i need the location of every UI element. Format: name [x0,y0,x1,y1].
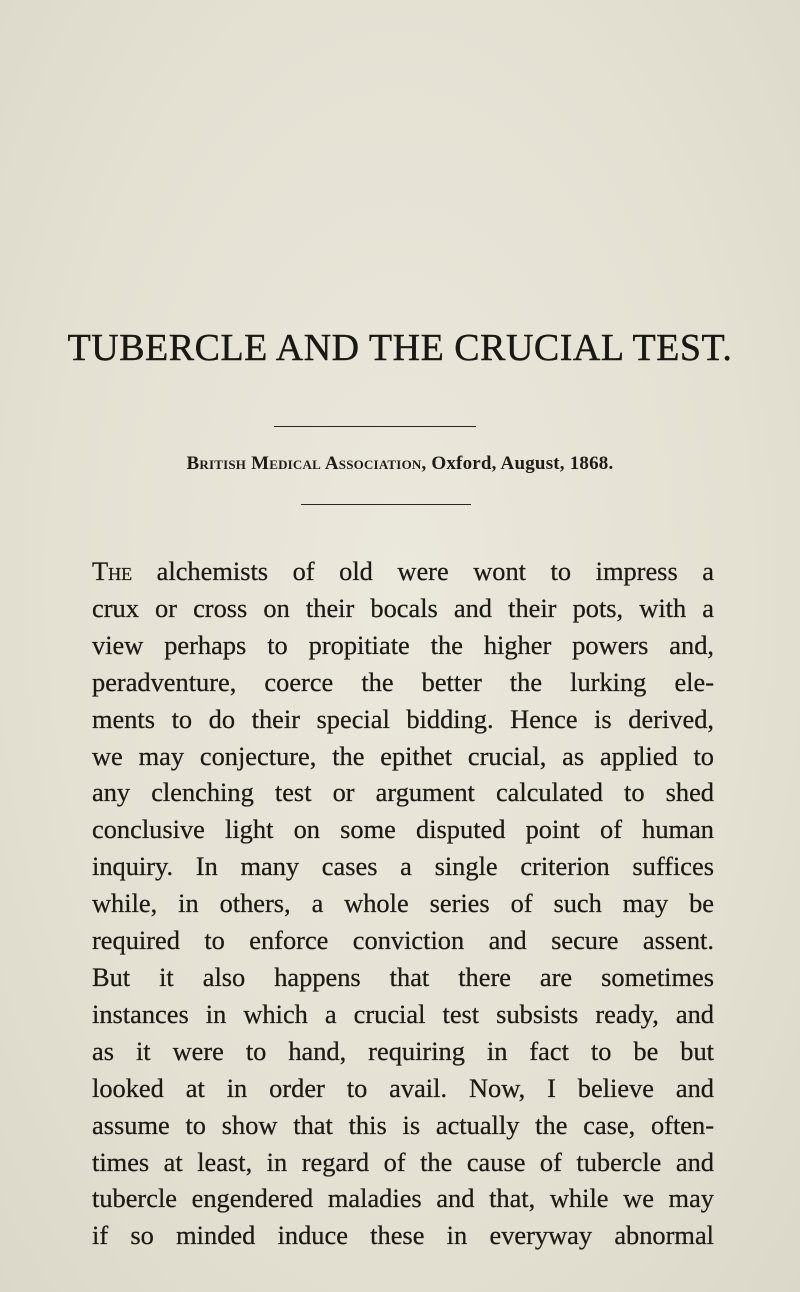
body-line: ments to do their special bidding. Hence is derived, [92,703,714,734]
body-line: inquiry. In many cases a single criterion suffices [92,851,714,882]
body-line: required to enforce conviction and secure assent. [92,925,714,956]
first-line-rest: alchemists of old were wont to impress a [156,556,714,586]
body-line: view perhaps to propitiate the higher powers and, [92,629,714,660]
body-line: crux or cross on their bocals and their pots, with a [92,592,714,623]
body-line-0 [92,553,714,590]
subtitle-location-date: Oxford, August, 1868. [431,453,614,474]
body-paragraph [92,553,714,1254]
body-line: as it were to hand, requiring in fact to be but [92,1035,714,1066]
subtitle-association: British Medical Association, [186,453,427,474]
subtitle [0,452,800,476]
page-title: TUBERCLE AND THE CRUCIAL TEST. [67,327,733,369]
body-line: conclusive light on some disputed point of human [92,814,714,845]
body-line: any clenching test or argument calculated to shed [92,777,714,808]
body-line: assume to show that this is actually the case, often- [92,1109,714,1140]
body-line: while, in others, a whole series of such may be [92,888,714,919]
divider-bottom [301,504,471,505]
body-line: times at least, in regard of the cause of tubercle and [92,1146,714,1177]
body-line: But it also happens that there are sometimes [92,961,714,992]
body-line: we may conjecture, the epithet crucial, as applied to [92,740,714,771]
body-line: instances in which a crucial test subsists ready, and [92,998,714,1029]
lead-word: The [92,556,133,586]
body-line: if so minded induce these in everyway abnormal [92,1220,714,1251]
divider-top [274,426,476,427]
body-line: looked at in order to avail. Now, I believe and [92,1072,714,1103]
body-line: peradventure, coerce the better the lurking ele- [92,666,714,697]
body-line: tubercle engendered maladies and that, while we may [92,1183,714,1214]
